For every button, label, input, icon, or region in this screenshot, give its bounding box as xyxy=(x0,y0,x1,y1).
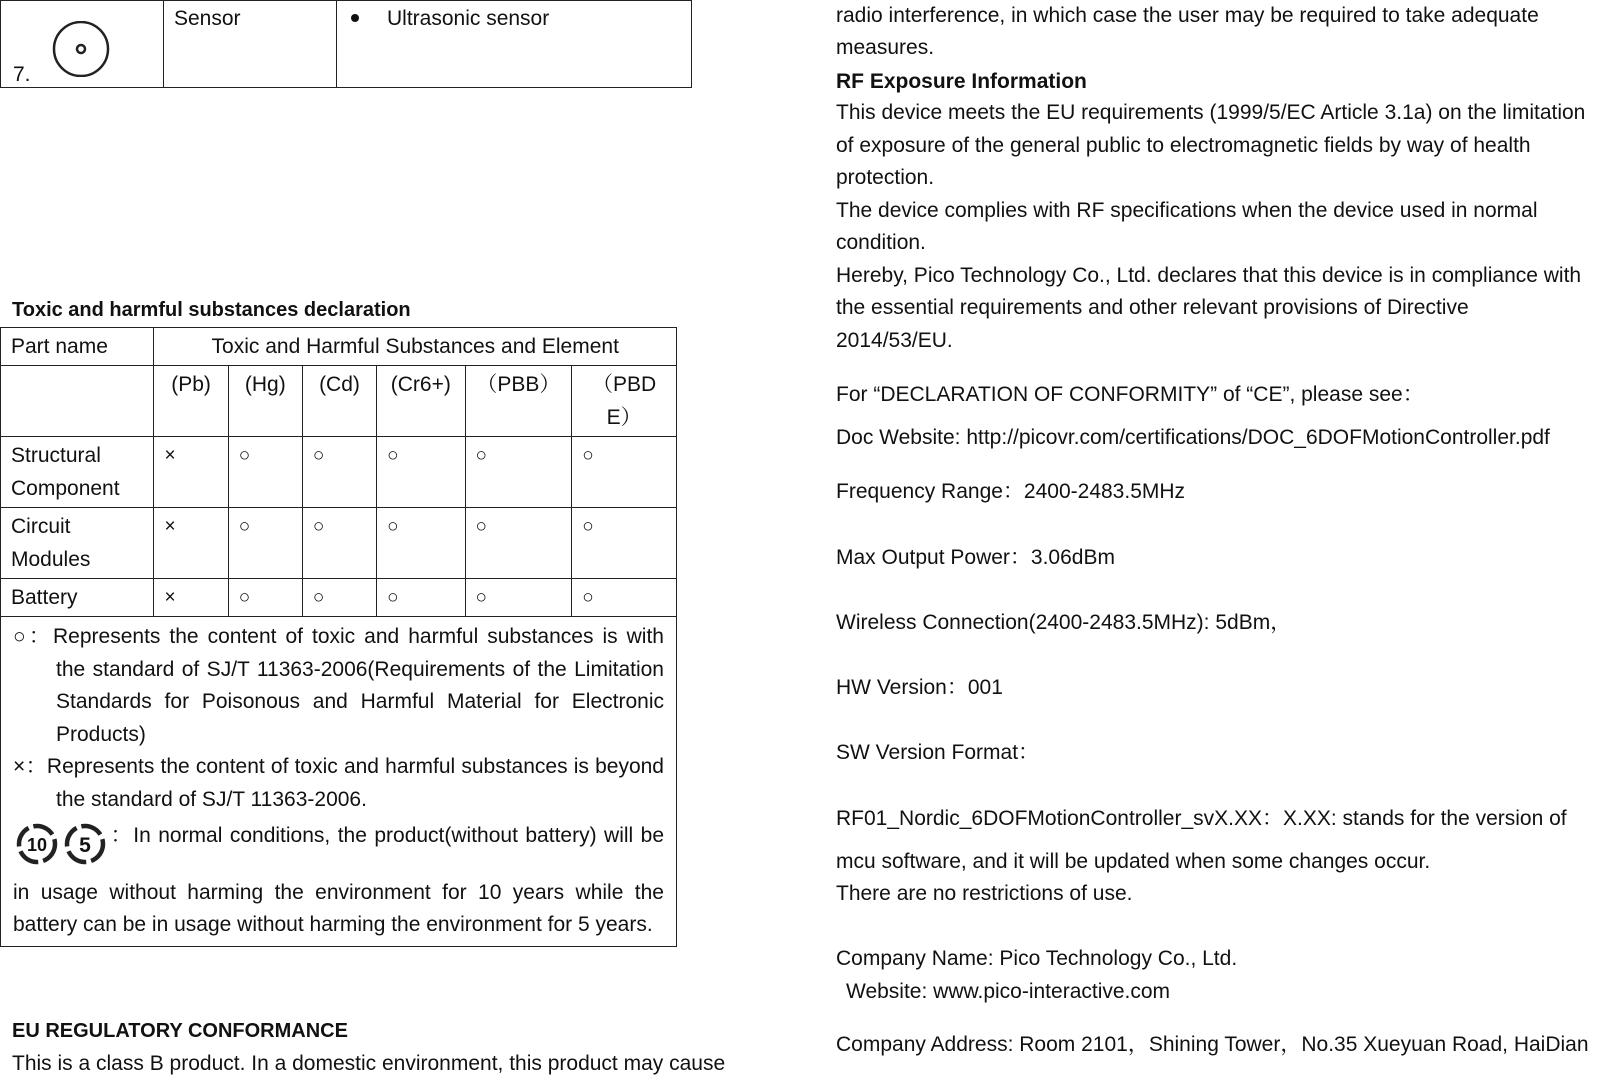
rf-p2-line-1: The device complies with RF specifications when the device used in normal xyxy=(836,199,1538,222)
row-value: ○ xyxy=(377,508,465,579)
row-name: Circuit Modules xyxy=(1,508,154,579)
row-value: ○ xyxy=(465,508,572,579)
rf-p1-line-1: This device meets the EU requirements (1999/5/EC Article 3.1a) on the limitation xyxy=(836,101,1586,124)
row-value: ○ xyxy=(228,437,302,508)
doc-website: Doc Website: http://picovr.com/certifications/DOC_6DOFMotionController.pdf xyxy=(836,426,1550,449)
sensor-circle-icon xyxy=(49,21,113,83)
element-header: （PBDE） xyxy=(572,366,677,437)
sensor-part-cell xyxy=(164,1,337,88)
row-value: ○ xyxy=(302,579,376,617)
toxic-table xyxy=(0,327,677,947)
rf-p1-line-3: protection. xyxy=(836,166,935,189)
restrictions: There are no restrictions of use. xyxy=(836,882,1133,905)
eu-heading: EU REGULATORY CONFORMANCE xyxy=(12,1020,348,1042)
row-name: Structural Component xyxy=(1,437,154,508)
row-value: × xyxy=(154,579,228,617)
left-column xyxy=(0,0,760,1078)
company-address: Company Address: Room 2101，Shining Tower，No.35 Xueyuan Road, HaiDian xyxy=(836,1033,1589,1056)
row-value: ○ xyxy=(572,437,677,508)
sw-line-1: RF01_Nordic_6DOFMotionController_svX.XX：X.XX: stands for the version of xyxy=(836,807,1567,830)
row-value: ○ xyxy=(302,508,376,579)
sensor-part-label: Sensor xyxy=(174,7,241,30)
bullet-icon xyxy=(351,14,359,22)
row-value: ○ xyxy=(377,437,465,508)
sensor-table xyxy=(0,0,692,88)
logo-5-text: 5 xyxy=(79,834,91,857)
element-header: (Cd) xyxy=(302,366,376,437)
rf-p1-line-2: of exposure of the general public to electromagnetic fields by way of health xyxy=(836,134,1531,157)
sensor-desc: Ultrasonic sensor xyxy=(387,7,550,30)
row-value: ○ xyxy=(572,579,677,617)
col-group-header: Toxic and Harmful Substances and Element xyxy=(154,328,677,366)
frequency-range: Frequency Range：2400-2483.5MHz xyxy=(836,480,1186,503)
empty-header-cell xyxy=(1,366,154,437)
toxic-heading: Toxic and harmful substances declaration xyxy=(12,299,411,321)
element-header: (Cr6+) xyxy=(377,366,465,437)
company-website: Website: www.pico-interactive.com xyxy=(846,980,1171,1003)
sensor-number-cell xyxy=(1,1,164,88)
row-value: ○ xyxy=(228,508,302,579)
max-output-power: Max Output Power：3.06dBm xyxy=(836,546,1115,569)
rf-p2-line-2: condition. xyxy=(836,231,926,254)
company-name: Company Name: Pico Technology Co., Ltd. xyxy=(836,947,1238,970)
eu-line-1: This is a class B product. In a domestic environment, this product may cause xyxy=(12,1052,726,1075)
right-column xyxy=(836,0,1614,1078)
decl-line-3: 2014/53/EU. xyxy=(836,329,953,352)
wireless-connection: Wireless Connection(2400-2483.5MHz): 5dBm， xyxy=(836,611,1292,634)
note-circle: ○：Represents the content of toxic and harmful substances is with the standard of SJ/T 11363-2006(Requirements of the Limitation Standards for Poisonous and Harmful Material for Electronic Products) xyxy=(13,625,664,746)
row-value: ○ xyxy=(465,437,572,508)
row-value: × xyxy=(154,508,228,579)
col-part-header: Part name xyxy=(1,328,154,366)
row-value: ○ xyxy=(465,579,572,617)
row-value: × xyxy=(154,437,228,508)
note-env-block xyxy=(13,820,664,942)
sensor-number: 7. xyxy=(13,63,31,86)
notes-cell xyxy=(1,617,677,947)
table-row xyxy=(1,508,677,579)
sw-version-format: SW Version Format： xyxy=(836,741,1040,764)
recycle-10-icon xyxy=(13,822,61,877)
intro-line-2: measures. xyxy=(836,36,935,59)
intro-line-1: radio interference, in which case the user may be required to take adequate xyxy=(836,4,1539,27)
row-value: ○ xyxy=(302,437,376,508)
rf-heading: RF Exposure Information xyxy=(836,70,1087,93)
element-header: （PBB） xyxy=(465,366,572,437)
row-value: ○ xyxy=(228,579,302,617)
hw-version: HW Version：001 xyxy=(836,676,1003,699)
row-value: ○ xyxy=(377,579,465,617)
element-header: (Hg) xyxy=(228,366,302,437)
recycle-5-icon xyxy=(61,822,109,877)
table-row xyxy=(1,437,677,508)
row-value: ○ xyxy=(572,508,677,579)
doc-intro: For “DECLARATION OF CONFORMITY” of “CE”, please see： xyxy=(836,383,1424,406)
element-header: (Pb) xyxy=(154,366,228,437)
row-name: Battery xyxy=(1,579,154,617)
logo-10-text: 10 xyxy=(26,835,48,855)
decl-line-2: the essential requirements and other relevant provisions of Directive xyxy=(836,296,1469,319)
sw-line-2: mcu software, and it will be updated when some changes occur. xyxy=(836,850,1431,873)
decl-line-1: Hereby, Pico Technology Co., Ltd. declares that this device is in compliance with xyxy=(836,264,1582,287)
table-row xyxy=(1,579,677,617)
note-cross: ×：Represents the content of toxic and harmful substances is beyond the standard of SJ/T 11363-2006. xyxy=(13,755,664,811)
note-env: ：In normal conditions, the product(without battery) will be in usage without harming the environment for 10 years while the battery can be in usage without harming the environment for 5 years. xyxy=(13,824,664,936)
sensor-desc-cell xyxy=(337,1,692,88)
